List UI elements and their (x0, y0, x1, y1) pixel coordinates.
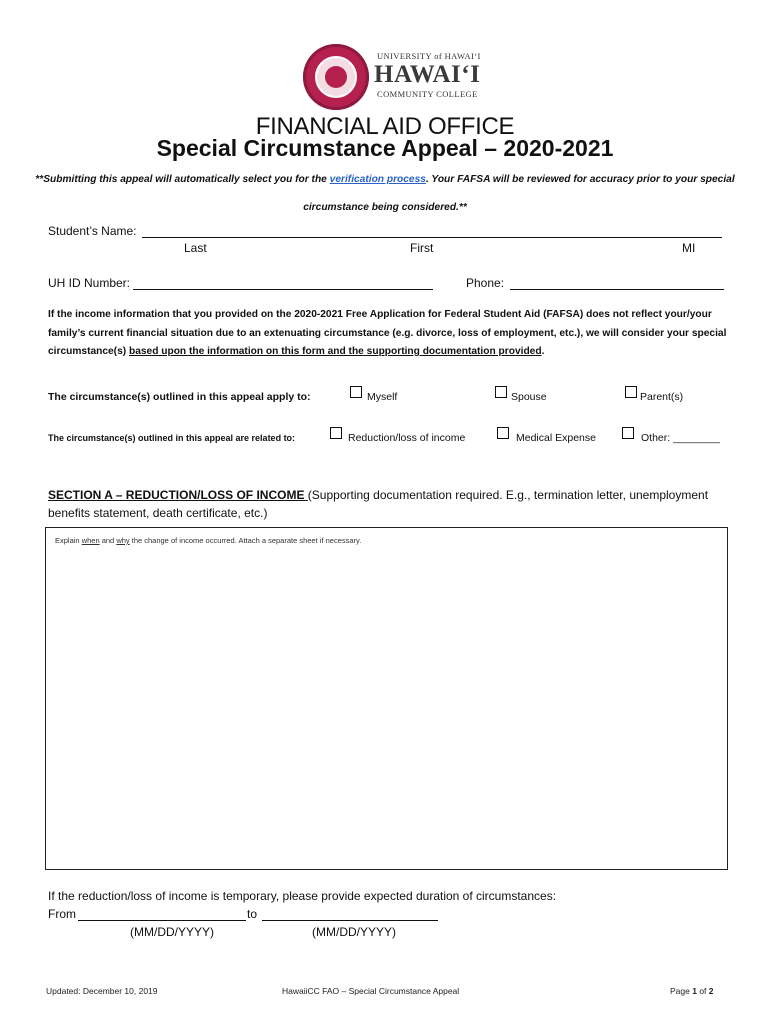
note-pre: **Submitting this appeal will automatically select you for the (35, 174, 330, 185)
medical-expense-option-label: Medical Expense (516, 432, 596, 444)
first-name-caption: First (410, 241, 434, 255)
other-checkbox[interactable] (622, 427, 634, 439)
page-total: 2 (708, 986, 714, 996)
apply-to-label: The circumstance(s) outlined in this appeal apply to: (48, 391, 311, 403)
section-a-title: SECTION A – REDUCTION/LOSS OF INCOME (48, 488, 308, 502)
form-title: Special Circumstance Appeal – 2020-2021 (156, 135, 614, 161)
verification-process-link[interactable]: verification process (329, 174, 426, 185)
phone-label: Phone: (466, 276, 505, 290)
intro-text: If the income information that you provided on the 2020-2021 Free Application for Federal Student Aid (FAFSA) does not reflect your/your family’s current financial situation due to an extenuating circumstance (e.g. divorce, loss of employment, etc.), we will consider your special circumstance(s) (48, 309, 727, 357)
from-date-field[interactable] (78, 920, 246, 921)
box-text-post: the change of income occurred. Attach a separate sheet if necessary. (129, 536, 362, 545)
income-loss-option-label: Reduction/loss of income (348, 432, 466, 444)
intro-paragraph (48, 306, 728, 362)
box-text-why: why (116, 536, 130, 545)
from-date-format: (MM/DD/YYYY) (130, 925, 214, 939)
other-option-label: Other: ________ (641, 432, 720, 444)
office-heading: FINANCIAL AID OFFICE (255, 113, 515, 140)
to-date-format: (MM/DD/YYYY) (312, 925, 396, 939)
footer-document-name: HawaiiCC FAO – Special Circumstance Appeal (282, 986, 460, 996)
college-seal-logo (303, 44, 369, 110)
related-to-label: The circumstance(s) outlined in this appeal are related to: (48, 433, 296, 443)
box-text-and: and (99, 536, 117, 545)
logo-university-text: UNIVERSITY of HAWAI‘I (377, 51, 481, 61)
student-name-field[interactable] (142, 237, 722, 238)
uh-id-field[interactable] (133, 289, 433, 290)
page-mid: of (696, 986, 709, 996)
box-text-pre: Explain (55, 536, 82, 545)
income-loss-checkbox[interactable] (330, 427, 342, 439)
last-name-caption: Last (184, 241, 207, 255)
myself-checkbox[interactable] (350, 386, 362, 398)
footer-page-number (670, 986, 714, 996)
page-current: 1 (692, 986, 697, 996)
medical-expense-checkbox[interactable] (497, 427, 509, 439)
footer-updated-date: Updated: December 10, 2019 (46, 986, 158, 996)
section-a-heading (48, 486, 748, 522)
uh-id-label: UH ID Number: (48, 276, 131, 290)
logo-college-text: COMMUNITY COLLEGE (377, 89, 478, 99)
myself-option-label: Myself (367, 391, 398, 403)
spouse-option-label: Spouse (511, 391, 547, 403)
duration-instructions: If the reduction/loss of income is temporary, please provide expected duration of circumstances: (48, 889, 557, 903)
to-date-field[interactable] (262, 920, 438, 921)
spouse-checkbox[interactable] (495, 386, 507, 398)
box-text-when: when (81, 536, 100, 545)
explanation-textbox[interactable] (45, 527, 728, 870)
explanation-instructions (55, 536, 361, 545)
to-label: to (247, 907, 258, 921)
note-post: . Your FAFSA will be reviewed for accuracy prior to your special circumstance being considered.** (303, 174, 735, 213)
section-a-description: (Supporting documentation required. E.g., termination letter, unemployment benefits statement, death certificate, etc.) (48, 488, 709, 520)
from-label: From (48, 907, 76, 921)
intro-end: . (541, 346, 545, 357)
student-name-label: Student’s Name: (48, 224, 137, 238)
logo-hawaii-text: HAWAI‘I (374, 61, 481, 88)
phone-field[interactable] (510, 289, 724, 290)
middle-initial-caption: MI (682, 241, 696, 255)
page-pre: Page (670, 986, 693, 996)
intro-underlined-text: based upon the information on this form and the supporting documentation provided (128, 346, 542, 357)
parents-checkbox[interactable] (625, 386, 637, 398)
verification-note (20, 166, 750, 222)
parents-option-label: Parent(s) (640, 391, 684, 403)
